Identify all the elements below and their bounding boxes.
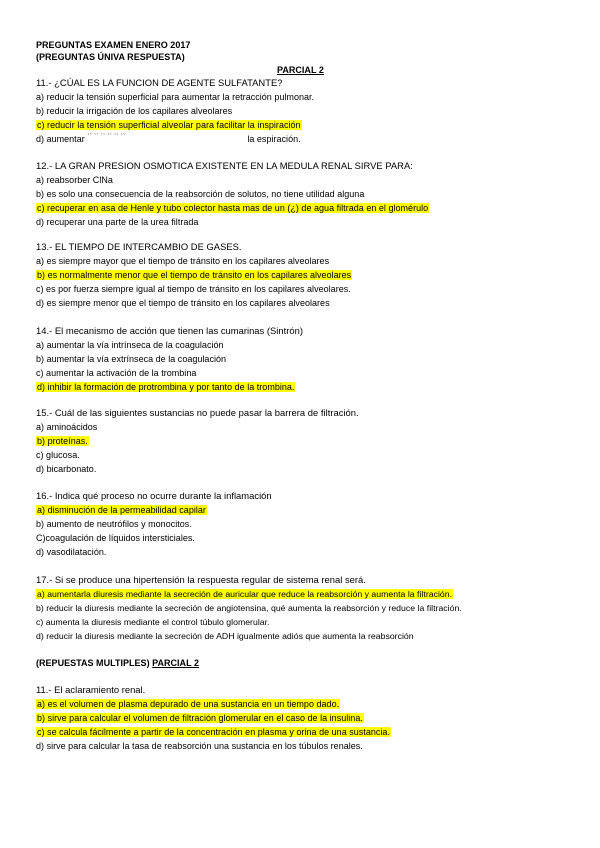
- answer-highlight: c) se calcula fácilmente a partir de la concentración en plasma y orina de una sustancia.: [37, 727, 390, 737]
- answer-highlight: c) reducir la tensión superficial alveolar para facilitar la inspiración: [37, 120, 301, 130]
- q15-option-c: c) glucosa.: [36, 450, 80, 460]
- q14-option-d: [36, 381, 295, 393]
- m11-option-b: [36, 712, 364, 724]
- q13-option-a: a) es siempre mayor que el tiempo de tránsito en los capilares alveolares: [36, 256, 330, 266]
- question-12: 12.- LA GRAN PRESION OSMOTICA EXISTENTE EN LA MEDULA RENAL SIRVE PARA:: [36, 160, 413, 171]
- question-16: 16.- Indica qué proceso no ocurre durante la inflamación: [36, 490, 272, 501]
- m11-option-c: [36, 726, 391, 738]
- q15-option-a: a) aminoácidos: [36, 422, 98, 432]
- q12-option-d: d) recuperar una parte de la urea filtrada: [36, 217, 199, 227]
- multiple-answers-heading: (REPUESTAS MULTIPLES) PARCIAL 2: [36, 658, 199, 668]
- question-11: 11.- ¿CÚAL ES LA FUNCION DE AGENTE SULFATANTE?: [36, 77, 283, 88]
- multi-question-11: 11.- El aclaramiento renal.: [36, 684, 146, 695]
- q16-option-a: [36, 504, 207, 516]
- document-title: PREGUNTAS EXAMEN ENERO 2017: [36, 40, 191, 50]
- q14-option-a: a) aumentar la vía intrínseca de la coagulación: [36, 340, 224, 350]
- q16-option-d: d) vasodilatación.: [36, 547, 107, 557]
- q16-option-c: C)coagulación de líquidos intersticiales.: [36, 533, 195, 543]
- q11-option-a: a) reducir la tensión superficial para aumentar la retracción pulmonar.: [36, 92, 315, 102]
- answer-highlight: d) inhibir la formación de protrombina y por tanto de la trombina.: [37, 382, 295, 392]
- answer-highlight: b) proteínas.: [37, 436, 88, 446]
- parcial-heading: PARCIAL 2: [277, 65, 324, 75]
- q11-option-d: d) aumentar `` `` `` `` `` `` la espiración.: [36, 134, 301, 144]
- q17-option-b: b) reducir la diuresis mediante la secreción de angiotensina, qué aumenta la reabsorción y reduce la filtración.: [36, 603, 462, 613]
- q14-option-b: b) aumentar la vía extrínseca de la coagulación: [36, 354, 227, 364]
- q13-option-c: c) es por fuerza siempre igual al tiempo de tránsito en los capilares alveolares.: [36, 284, 351, 294]
- q15-option-b: [36, 435, 89, 447]
- q12-option-c: [36, 202, 429, 214]
- answer-highlight: a) disminución de la permeabilidad capilar: [37, 505, 206, 515]
- q13-option-b: [36, 269, 352, 281]
- q12-option-b: b) es solo una consecuencia de la reabsorción de solutos, no tiene utilidad alguna: [36, 189, 365, 199]
- question-14: 14.- El mecanismo de acción que tienen las cumarinas (Sintrón): [36, 325, 303, 336]
- answer-highlight: c) recuperar en asa de Henle y tubo colector hasta mas de un (¿) de agua filtrada en el glomérulo: [37, 203, 429, 213]
- document-subtitle: (PREGUNTAS ÚNIVA RESPUESTA): [36, 52, 185, 62]
- q17-option-a: [36, 588, 453, 600]
- q11-option-b: b) reducir la irrigación de los capilares alveolares: [36, 106, 233, 116]
- question-15: 15.- Cuál de las siguientes sustancias no puede pasar la barrera de filtración.: [36, 407, 359, 418]
- q15-option-d: d) bicarbonato.: [36, 464, 97, 474]
- answer-highlight: b) es normalmente menor que el tiempo de tránsito en los capilares alveolares: [37, 270, 352, 280]
- answer-highlight: a) es el volumen de plasma depurado de una sustancia en un tiempo dado.: [37, 699, 340, 709]
- question-17: 17.- Si se produce una hipertensión la respuesta regular de sistema renal será.: [36, 574, 366, 585]
- q17-option-d: d) reducir la diuresis mediante la secreción de ADH igualmente adiós que aumenta la reabsorción: [36, 631, 414, 641]
- m11-option-a: [36, 698, 340, 710]
- m11-option-d: d) sirve para calcular la tasa de reabsorción una sustancia en los túbulos renales.: [36, 741, 363, 751]
- q11-option-c: [36, 119, 302, 131]
- answer-highlight: a) aumentarla diuresis mediante la secreción de auricular que reduce la reabsorción y aumenta la filtración.: [37, 589, 453, 599]
- multiple-parcial-heading: PARCIAL 2: [152, 658, 199, 668]
- garbled-glyphs: `` `` `` `` `` ``: [87, 134, 126, 141]
- q12-option-a: a) reabsorber ClNa: [36, 175, 113, 185]
- answer-highlight: b) sirve para calcular el volumen de filtración glomerular en el caso de la insulina.: [37, 713, 363, 723]
- q17-option-c: c) aumenta la diuresis mediante el control túbulo glomerular.: [36, 617, 270, 627]
- q16-option-b: b) aumento de neutrófilos y monocitos.: [36, 519, 192, 529]
- q14-option-c: c) aumentar la activación de la trombina: [36, 368, 197, 378]
- question-13: 13.- EL TIEMPO DE INTERCAMBIO DE GASES.: [36, 241, 242, 252]
- q13-option-d: d) es siempre menor que el tiempo de tránsito en los capilares alveolares: [36, 298, 330, 308]
